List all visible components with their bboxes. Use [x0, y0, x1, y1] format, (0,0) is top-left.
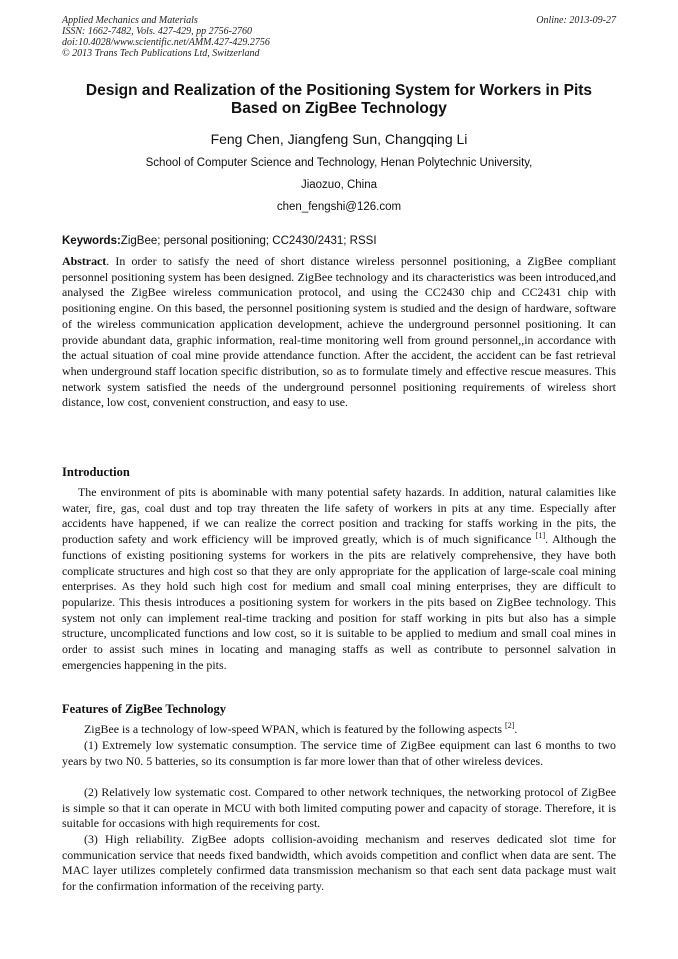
intro-text-1: The environment of pits is abominable with many potential safety hazards. In addition, natural calamities like water, fire, gas, coal dust and top tray threaten the life safety of workers in pits at any time. Especially after accidents have happened, if we can realize the correct position and tracking for staffs working in the pits, the production safety and work efficiency will be improved greatly, which is of much significance: [62, 485, 616, 547]
features-intro-end: .: [514, 722, 518, 736]
citation-ref-2: [2]: [505, 721, 515, 731]
journal-header: [62, 15, 616, 59]
feature-item-1: (1) Extremely low systematic consumption. The service time of ZigBee equipment can last 6 months to two years by two N0. 5 batteries, so its consumption is far more lower than that of other wireless devices.: [62, 738, 616, 768]
journal-name: Applied Mechanics and Materials: [62, 15, 198, 26]
affiliation-location: Jiaozuo, China: [300, 179, 378, 191]
section-heading-introduction: Introduction: [62, 465, 130, 479]
title-line-2: Based on ZigBee Technology: [231, 100, 447, 117]
feature-item-2: (2) Relatively low systematic cost. Compared to other network techniques, the networking protocol of ZigBee is simple so that it can operate in MCU with both limited computing power and capacity of storage. Therefore, it is suitable for occasions with high requirements for cost.: [62, 785, 616, 831]
title-line-1: Design and Realization of the Positioning System for Workers in Pits: [85, 82, 593, 99]
features-intro-paragraph: [62, 722, 616, 738]
intro-text-2: . Although the functions of existing positioning systems for workers in the pits are relatively comprehensive, they have both complicate structures and high cost so that they are only appropriate for the application of large-scale coal mining enterprises. As they hold such high cost for medium and small coal mining enterprises, they are difficult to popularize. This thesis introduces a positioning system for workers in the pits based on ZigBee technology. This system not only can implement real-time tracking and position for staff working in pits but also has a simple structure, uncomplicated functions and low cost, so it is suitable to be applied to medium and small coal mines in order to assist such mines in locating and managing staffs as well as contribute to personnel salvation in emergencies happening in the pits.: [62, 532, 616, 672]
feature-item-3: (3) High reliability. ZigBee adopts collision-avoiding mechanism and reserves dedicated slot time for communication service that needs fixed bandwidth, which avoids competition and conflict when data are sent. The MAC layer utilizes completely confirmed data transmission mechanism so that each sent data package must wait for the confirmation information of the receiving party.: [62, 832, 616, 894]
features-intro-text: ZigBee is a technology of low-speed WPAN, which is featured by the following aspects: [84, 722, 506, 736]
issn-line: ISSN: 1662-7482, Vols. 427-429, pp 2756-2760: [62, 26, 252, 37]
keywords-text: ZigBee; personal positioning; CC2430/2431; RSSI: [120, 235, 377, 247]
doi-line: doi:10.4028/www.scientific.net/AMM.427-429.2756: [62, 37, 270, 48]
abstract: [62, 254, 616, 411]
keywords-label: Keywords:: [62, 235, 121, 247]
author-email: chen_fengshi@126.com: [276, 201, 402, 213]
section-heading-features: Features of ZigBee Technology: [62, 702, 227, 716]
keywords: [62, 235, 616, 247]
paper-title: [62, 82, 616, 118]
introduction-paragraph: [62, 485, 616, 673]
author-list: Feng Chen, Jiangfeng Sun, Changqing Li: [210, 131, 468, 147]
citation-ref-1: [1]: [535, 531, 546, 541]
abstract-text: . In order to satisfy the need of short distance wireless personnel positioning, a ZigBee compliant personnel positioning system has been designed. ZigBee technology and its characteristics was been introduced,and analysed the ZigBee wireless communication protocol, and using the CC2430 chip and CC2431 chip with positioning engine. On this based, the personnel positioning system is studied and the design of hardware, software of the wireless communication application development, achieve the underground personnel positioning. It can provide abundant data, graphic information, real-time monitoring well from ground personnel,,in accordance with the actual situation of coal mine provide attendance function. After the accident, the accident can be fast retrieval when underground staff location specific distribution, so as to formulate timely and effective rescue measures. This network system satisfied the needs of the underground personnel positioning requirements of wireless short distance, low cost, convenient construction, and easy to use.: [62, 254, 616, 410]
affiliation: School of Computer Science and Technology, Henan Polytechnic University,: [145, 157, 533, 169]
copyright-line: © 2013 Trans Tech Publications Ltd, Switzerland: [62, 48, 260, 59]
online-date: Online: 2013-09-27: [536, 15, 616, 26]
abstract-label: Abstract: [62, 254, 107, 268]
